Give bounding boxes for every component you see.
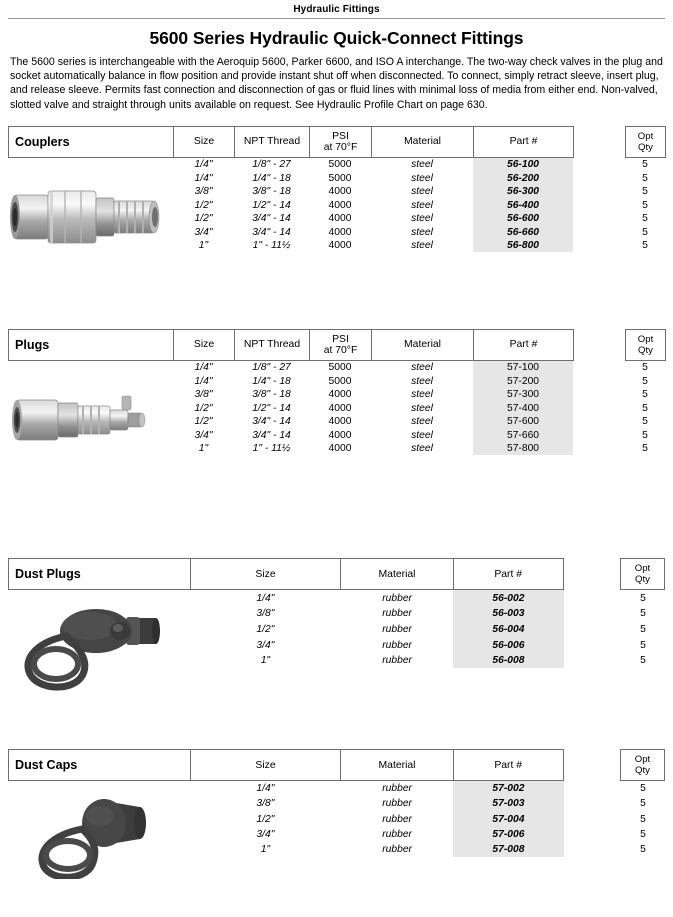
- cell-material: steel: [411, 159, 433, 171]
- cell-opt-qty: 5: [640, 639, 646, 651]
- cell-thread: 1/4" - 18: [252, 172, 291, 184]
- header-divider: [8, 18, 665, 19]
- col-psi: [310, 329, 372, 360]
- col-material: Material: [372, 329, 474, 360]
- cell-size: 1/4": [194, 159, 213, 171]
- cell-opt-qty: 5: [642, 226, 648, 238]
- col-size: Size: [190, 750, 341, 781]
- cell-spacer: [564, 606, 621, 622]
- cell-material: rubber: [382, 592, 412, 604]
- cell-opt-qty: 5: [642, 186, 648, 198]
- cell-part-number: 56-003: [453, 606, 563, 622]
- spacer-cell: [574, 329, 626, 360]
- cell-size: 1/2": [194, 213, 213, 225]
- cell-size: 3/8": [194, 389, 213, 401]
- cell-opt-qty: 5: [642, 402, 648, 414]
- table-row: [8, 590, 665, 606]
- cell-material: steel: [411, 213, 433, 225]
- cell-size: 1/2": [194, 402, 213, 414]
- filler: [190, 857, 665, 875]
- opt-qty-line1: Opt: [634, 563, 651, 575]
- cell-size: 1/4": [256, 592, 275, 604]
- cell-material: rubber: [382, 623, 412, 635]
- section-label: Plugs: [9, 329, 174, 360]
- section-dust-plugs: [8, 558, 665, 696]
- cell-psi: 4000: [328, 416, 352, 428]
- dust-cap-photo: [8, 781, 190, 879]
- cell-spacer: [564, 827, 621, 842]
- cell-part-number: 56-006: [453, 637, 563, 653]
- table-row: [8, 158, 665, 172]
- cell-spacer: [564, 796, 621, 811]
- cell-size: 1/4": [194, 375, 213, 387]
- cell-material: rubber: [382, 798, 412, 810]
- opt-qty-line2: Qty: [638, 141, 653, 153]
- cell-spacer: [573, 401, 625, 415]
- spacer-cell: [563, 559, 620, 590]
- filler: [190, 689, 665, 696]
- plug-photo-cell: [8, 361, 173, 480]
- cell-size: 3/8": [194, 186, 213, 198]
- plug-photo: [8, 372, 173, 468]
- cell-part-number: 56-100: [473, 158, 573, 172]
- cell-psi: 4000: [328, 402, 352, 414]
- cell-part-number: 56-002: [453, 590, 563, 606]
- cell-size: 1/2": [256, 623, 275, 635]
- cell-material: steel: [411, 240, 433, 252]
- cell-opt-qty: 5: [640, 828, 646, 840]
- filler: [173, 270, 665, 276]
- cell-material: rubber: [382, 655, 412, 667]
- cell-part-number: 57-800: [473, 442, 573, 456]
- cell-spacer: [564, 590, 621, 606]
- cell-material: rubber: [382, 843, 412, 855]
- cell-opt-qty: 5: [640, 798, 646, 810]
- cell-size: 3/4": [256, 828, 275, 840]
- cell-opt-qty: 5: [642, 240, 648, 252]
- section-plugs: [8, 329, 665, 480]
- col-part-number: Part #: [453, 559, 563, 590]
- col-opt-qty: [626, 329, 666, 360]
- cell-spacer: [573, 442, 625, 456]
- cell-material: rubber: [382, 828, 412, 840]
- filler: [173, 473, 665, 479]
- cell-material: steel: [411, 172, 433, 184]
- cell-size: 1": [198, 443, 209, 455]
- cell-part-number: 57-006: [453, 827, 563, 842]
- coupler-photo-cell: [8, 158, 173, 277]
- cell-psi: 4000: [328, 389, 352, 401]
- cell-psi: 4000: [328, 429, 352, 441]
- cell-size: 1/2": [194, 199, 213, 211]
- col-size: Size: [174, 329, 235, 360]
- cell-material: steel: [411, 443, 433, 455]
- cell-material: rubber: [382, 813, 412, 825]
- cell-material: steel: [411, 402, 433, 414]
- table-header-row: [9, 559, 665, 590]
- col-part-number: Part #: [474, 126, 574, 157]
- cell-psi: 4000: [328, 240, 352, 252]
- cell-thread: 3/4" - 14: [252, 429, 291, 441]
- opt-qty-line2: Qty: [635, 765, 650, 777]
- cell-material: steel: [411, 226, 433, 238]
- cell-spacer: [573, 388, 625, 402]
- cell-part-number: 57-003: [453, 796, 563, 811]
- col-psi-line1: PSI: [332, 333, 349, 345]
- table-header-row: [9, 750, 665, 781]
- cell-size: 3/4": [194, 226, 213, 238]
- cell-size: 1/2": [194, 416, 213, 428]
- opt-qty-line1: Opt: [637, 130, 654, 142]
- cell-part-number: 57-300: [473, 388, 573, 402]
- col-opt-qty: [626, 126, 666, 157]
- col-psi-line1: PSI: [332, 130, 349, 142]
- opt-qty-line1: Opt: [637, 333, 654, 345]
- opt-qty-line2: Qty: [638, 344, 653, 356]
- cell-size: 1": [260, 655, 271, 667]
- cell-part-number: 57-008: [453, 842, 563, 857]
- cell-material: steel: [411, 429, 433, 441]
- cell-spacer: [573, 374, 625, 388]
- col-psi-line2: at 70°F: [323, 344, 358, 356]
- cell-thread: 1/2" - 14: [252, 402, 291, 414]
- cell-part-number: 57-004: [453, 812, 563, 827]
- cell-thread: 1/2" - 14: [252, 199, 291, 211]
- cell-spacer: [573, 198, 625, 212]
- cell-material: rubber: [382, 639, 412, 651]
- cell-opt-qty: 5: [642, 172, 648, 184]
- cell-spacer: [564, 842, 621, 857]
- running-head: Hydraulic Fittings: [293, 4, 380, 15]
- cell-psi: 5000: [328, 159, 352, 171]
- cell-part-number: 57-200: [473, 374, 573, 388]
- cell-size: 3/8": [256, 798, 275, 810]
- cell-psi: 5000: [328, 362, 352, 374]
- cell-psi: 4000: [328, 186, 352, 198]
- cell-spacer: [564, 781, 621, 796]
- cell-opt-qty: 5: [640, 813, 646, 825]
- cell-size: 3/8": [256, 608, 275, 620]
- cell-spacer: [564, 653, 621, 669]
- dust-plug-photo: [8, 590, 190, 696]
- cell-material: rubber: [382, 783, 412, 795]
- cell-part-number: 56-004: [453, 622, 563, 638]
- filler: [190, 875, 665, 880]
- cell-psi: 4000: [328, 443, 352, 455]
- cell-part-number: 56-660: [473, 225, 573, 239]
- cell-spacer: [564, 812, 621, 827]
- spacer-cell: [563, 750, 620, 781]
- col-psi: [310, 126, 372, 157]
- cell-opt-qty: 5: [642, 159, 648, 171]
- cell-material: steel: [411, 375, 433, 387]
- cell-part-number: 57-400: [473, 401, 573, 415]
- cell-spacer: [573, 428, 625, 442]
- col-part-number: Part #: [453, 750, 563, 781]
- cell-psi: 5000: [328, 172, 352, 184]
- cell-opt-qty: 5: [640, 783, 646, 795]
- col-material: Material: [341, 559, 453, 590]
- spacer-cell: [574, 126, 626, 157]
- cell-opt-qty: 5: [640, 655, 646, 667]
- cell-material: steel: [411, 362, 433, 374]
- coupler-photo: [8, 169, 173, 265]
- cell-opt-qty: 5: [642, 375, 648, 387]
- col-size: Size: [190, 559, 341, 590]
- cell-psi: 4000: [328, 226, 352, 238]
- cell-part-number: 56-400: [473, 198, 573, 212]
- col-material: Material: [341, 750, 453, 781]
- cell-material: rubber: [382, 608, 412, 620]
- cell-spacer: [573, 239, 625, 253]
- cell-psi: 5000: [328, 375, 352, 387]
- cell-size: 3/4": [194, 429, 213, 441]
- section-label: Dust Plugs: [9, 559, 191, 590]
- col-material: Material: [372, 126, 474, 157]
- section-label: Couplers: [9, 126, 174, 157]
- cell-opt-qty: 5: [640, 608, 646, 620]
- cell-material: steel: [411, 389, 433, 401]
- cell-size: 1/4": [256, 783, 275, 795]
- opt-qty-line2: Qty: [635, 574, 650, 586]
- cell-part-number: 57-660: [473, 428, 573, 442]
- cell-opt-qty: 5: [642, 443, 648, 455]
- table-header-row: [9, 126, 666, 157]
- cell-spacer: [564, 622, 621, 638]
- cell-opt-qty: 5: [640, 843, 646, 855]
- cell-psi: 4000: [328, 199, 352, 211]
- dust-cap-photo-cell: [8, 781, 190, 879]
- col-opt-qty: [620, 750, 664, 781]
- cell-size: 1/4": [194, 362, 213, 374]
- cell-thread: 3/8" - 18: [252, 186, 291, 198]
- cell-size: 1": [198, 240, 209, 252]
- cell-thread: 1/4" - 18: [252, 375, 291, 387]
- cell-material: steel: [411, 416, 433, 428]
- col-part-number: Part #: [474, 329, 574, 360]
- cell-spacer: [573, 212, 625, 226]
- col-npt-thread: NPT Thread: [235, 126, 310, 157]
- cell-material: steel: [411, 186, 433, 198]
- cell-thread: 1" - 11½: [252, 443, 291, 455]
- cell-size: 1/4": [194, 172, 213, 184]
- cell-opt-qty: 5: [642, 416, 648, 428]
- table-header-row: [9, 329, 666, 360]
- dust-plug-photo-cell: [8, 590, 190, 696]
- intro-paragraph: The 5600 series is interchangeable with the Aeroquip 5600, Parker 6600, and ISO A interchange. The two-way check valves in the plug and socket automatically balance in flow position and provide instant shut off when disconnected. To connect, simply retract sleeve, insert plug, and release sleeve. Permits fast connection and disconnection of gas or fluid lines with minimal loss of media from either end. Non-valved, slotted valve and straight through units available on request. See Hydraulic Profile Chart on page 630.: [10, 56, 663, 111]
- cell-size: 3/4": [256, 639, 275, 651]
- cell-opt-qty: 5: [642, 213, 648, 225]
- cell-spacer: [573, 158, 625, 172]
- cell-opt-qty: 5: [642, 389, 648, 401]
- cell-part-number: 56-300: [473, 185, 573, 199]
- cell-thread: 3/4" - 14: [252, 213, 291, 225]
- section-couplers: [8, 126, 665, 281]
- col-opt-qty: [620, 559, 664, 590]
- table-row: [8, 781, 665, 796]
- cell-thread: 1/8" - 27: [252, 159, 291, 171]
- cell-part-number: 57-600: [473, 415, 573, 429]
- cell-opt-qty: 5: [640, 623, 646, 635]
- cell-thread: 3/8" - 18: [252, 389, 291, 401]
- filler: [173, 252, 665, 270]
- cell-opt-qty: 5: [640, 592, 646, 604]
- cell-opt-qty: 5: [642, 362, 648, 374]
- cell-spacer: [573, 361, 625, 375]
- cell-size: 1/2": [256, 813, 275, 825]
- cell-thread: 3/4" - 14: [252, 416, 291, 428]
- cell-thread: 1" - 11½: [252, 240, 291, 252]
- cell-part-number: 56-800: [473, 239, 573, 253]
- cell-opt-qty: 5: [642, 199, 648, 211]
- cell-spacer: [573, 171, 625, 185]
- cell-spacer: [573, 225, 625, 239]
- filler: [190, 668, 665, 689]
- cell-spacer: [573, 185, 625, 199]
- opt-qty-line1: Opt: [634, 754, 651, 766]
- table-row: [8, 361, 665, 375]
- cell-material: steel: [411, 199, 433, 211]
- col-psi-line2: at 70°F: [323, 141, 358, 153]
- cell-thread: 3/4" - 14: [252, 226, 291, 238]
- section-label: Dust Caps: [9, 750, 191, 781]
- cell-spacer: [564, 637, 621, 653]
- cell-part-number: 56-200: [473, 171, 573, 185]
- cell-spacer: [573, 415, 625, 429]
- page-title: 5600 Series Hydraulic Quick-Connect Fittings: [149, 28, 524, 48]
- filler: [173, 455, 665, 473]
- col-npt-thread: NPT Thread: [235, 329, 310, 360]
- cell-part-number: 57-100: [473, 361, 573, 375]
- cell-psi: 4000: [328, 213, 352, 225]
- cell-part-number: 57-002: [453, 781, 563, 796]
- cell-size: 1": [260, 843, 271, 855]
- section-dust-caps: [8, 749, 665, 879]
- cell-thread: 1/8" - 27: [252, 362, 291, 374]
- cell-opt-qty: 5: [642, 429, 648, 441]
- cell-part-number: 56-600: [473, 212, 573, 226]
- col-size: Size: [174, 126, 235, 157]
- cell-part-number: 56-008: [453, 653, 563, 669]
